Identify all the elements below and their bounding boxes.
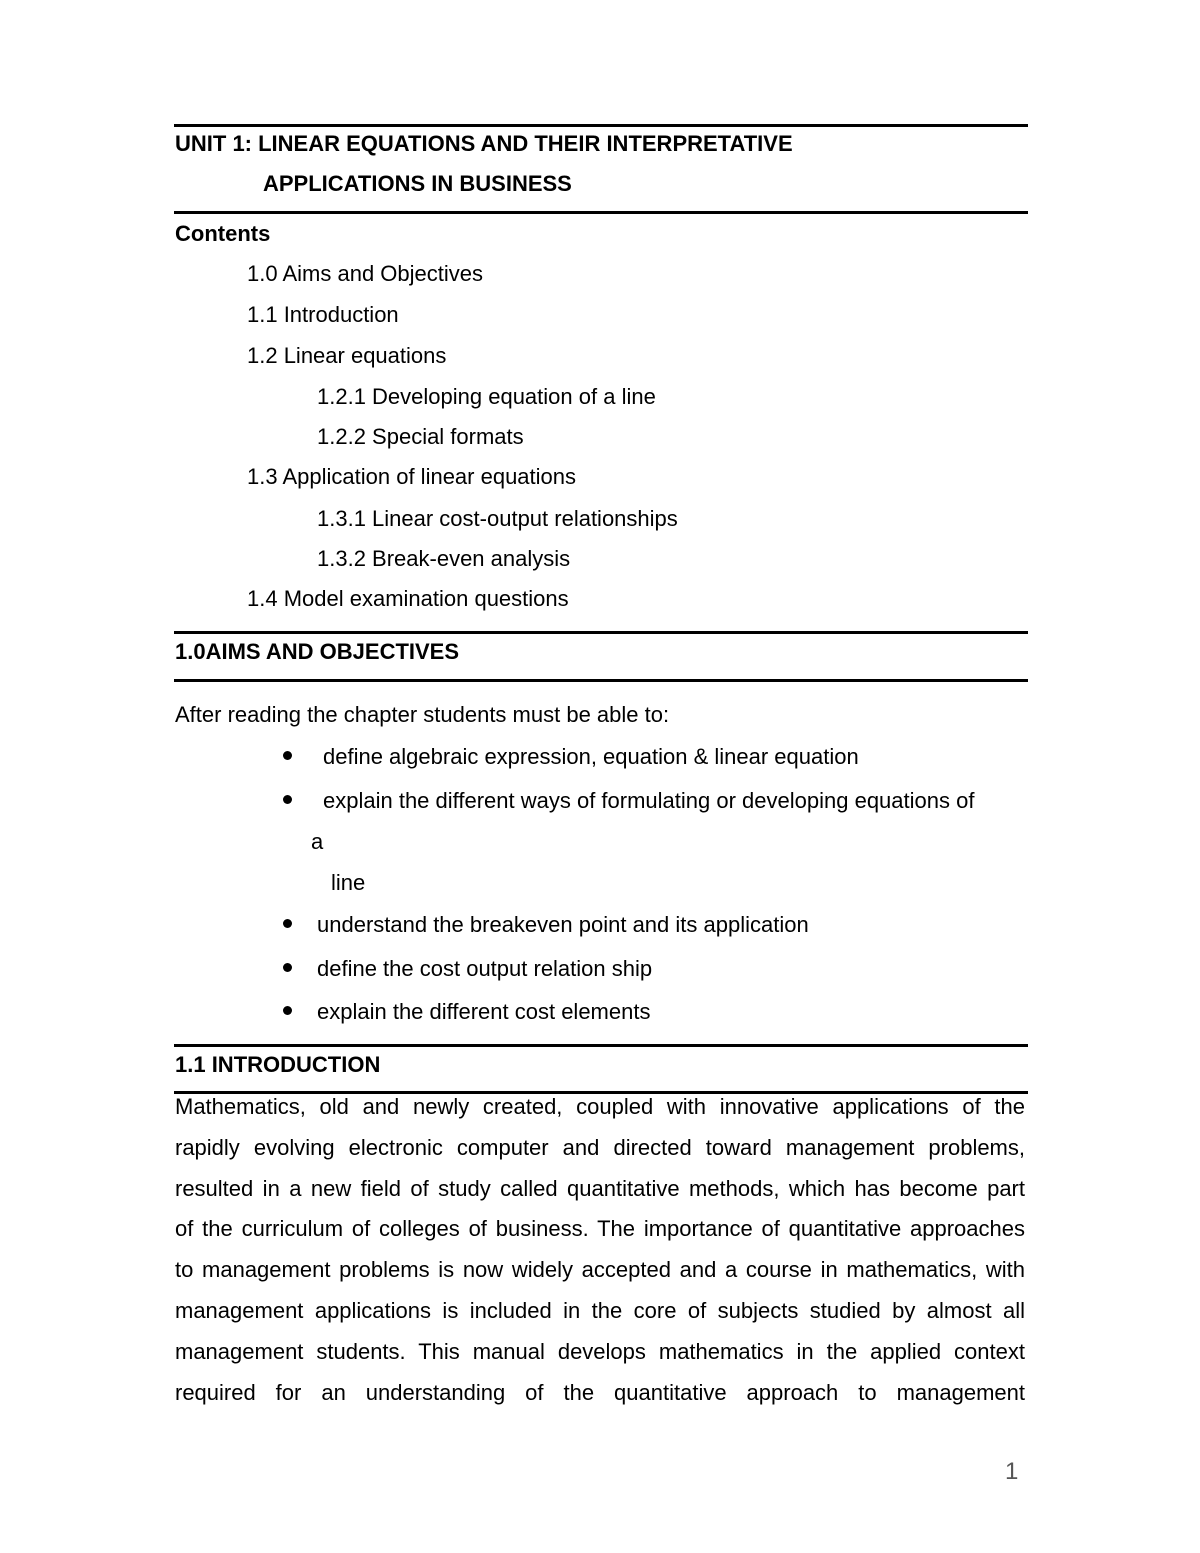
contents-subitem: 1.3.1 Linear cost-output relationships bbox=[317, 506, 678, 531]
bullet-icon bbox=[283, 1006, 292, 1015]
contents-item: 1.0 Aims and Objectives bbox=[247, 261, 484, 286]
aims-bullet-text: define algebraic expression, equation & linear equation bbox=[323, 744, 859, 769]
paragraph-line: management students. This manual develops mathematics in the applied context bbox=[175, 1338, 1025, 1364]
aims-heading: 1.0AIMS AND OBJECTIVES bbox=[175, 639, 460, 664]
contents-heading: Contents bbox=[175, 221, 271, 246]
aims-bullet-continuation: a bbox=[311, 829, 324, 854]
aims-bullet-text: understand the breakeven point and its application bbox=[317, 912, 809, 937]
intro-heading: 1.1 INTRODUCTION bbox=[175, 1052, 381, 1077]
contents-item: 1.2 Linear equations bbox=[247, 343, 447, 368]
paragraph-line: resulted in a new field of study called quantitative methods, which has become part bbox=[175, 1175, 1025, 1201]
title-top-rule bbox=[174, 124, 1028, 127]
aims-intro: After reading the chapter students must be able to: bbox=[175, 702, 670, 727]
paragraph-line: required for an understanding of the quantitative approach to management bbox=[175, 1379, 1025, 1405]
aims-top-rule bbox=[174, 631, 1028, 634]
contents-item: 1.1 Introduction bbox=[247, 302, 399, 327]
aims-bullet-text: explain the different ways of formulating or developing equations of bbox=[323, 788, 975, 813]
page-number: 1 bbox=[1005, 1458, 1019, 1485]
contents-subitem: 1.3.2 Break-even analysis bbox=[317, 546, 571, 571]
unit-title-line2: APPLICATIONS IN BUSINESS bbox=[263, 171, 572, 196]
paragraph-line: of the curriculum of colleges of business. The importance of quantitative approaches bbox=[175, 1216, 1025, 1242]
intro-paragraph bbox=[175, 1087, 1025, 1413]
aims-bullet-text: define the cost output relation ship bbox=[317, 956, 653, 981]
paragraph-line: rapidly evolving electronic computer and directed toward management problems, bbox=[175, 1134, 1025, 1160]
paragraph-line: management applications is included in the core of subjects studied by almost all bbox=[175, 1297, 1025, 1323]
contents-item: 1.3 Application of linear equations bbox=[247, 464, 577, 489]
bullet-icon bbox=[283, 795, 292, 804]
bullet-icon bbox=[283, 963, 292, 972]
paragraph-line: Mathematics, old and newly created, coupled with innovative applications of the bbox=[175, 1094, 1025, 1119]
bullet-icon bbox=[283, 751, 292, 760]
title-bottom-rule bbox=[174, 211, 1028, 214]
contents-item: 1.4 Model examination questions bbox=[247, 586, 569, 611]
paragraph-line: to management problems is now widely accepted and a course in mathematics, with bbox=[175, 1257, 1025, 1283]
contents-subitem: 1.2.2 Special formats bbox=[317, 424, 524, 449]
aims-bullet-text: explain the different cost elements bbox=[317, 999, 651, 1024]
aims-bottom-rule bbox=[174, 679, 1028, 682]
bullet-icon bbox=[283, 919, 292, 928]
intro-top-rule bbox=[174, 1044, 1028, 1047]
aims-bullet-continuation: line bbox=[331, 870, 366, 895]
contents-subitem: 1.2.1 Developing equation of a line bbox=[317, 384, 656, 409]
unit-title-line1: UNIT 1: LINEAR EQUATIONS AND THEIR INTERPRETATIVE bbox=[175, 131, 793, 156]
